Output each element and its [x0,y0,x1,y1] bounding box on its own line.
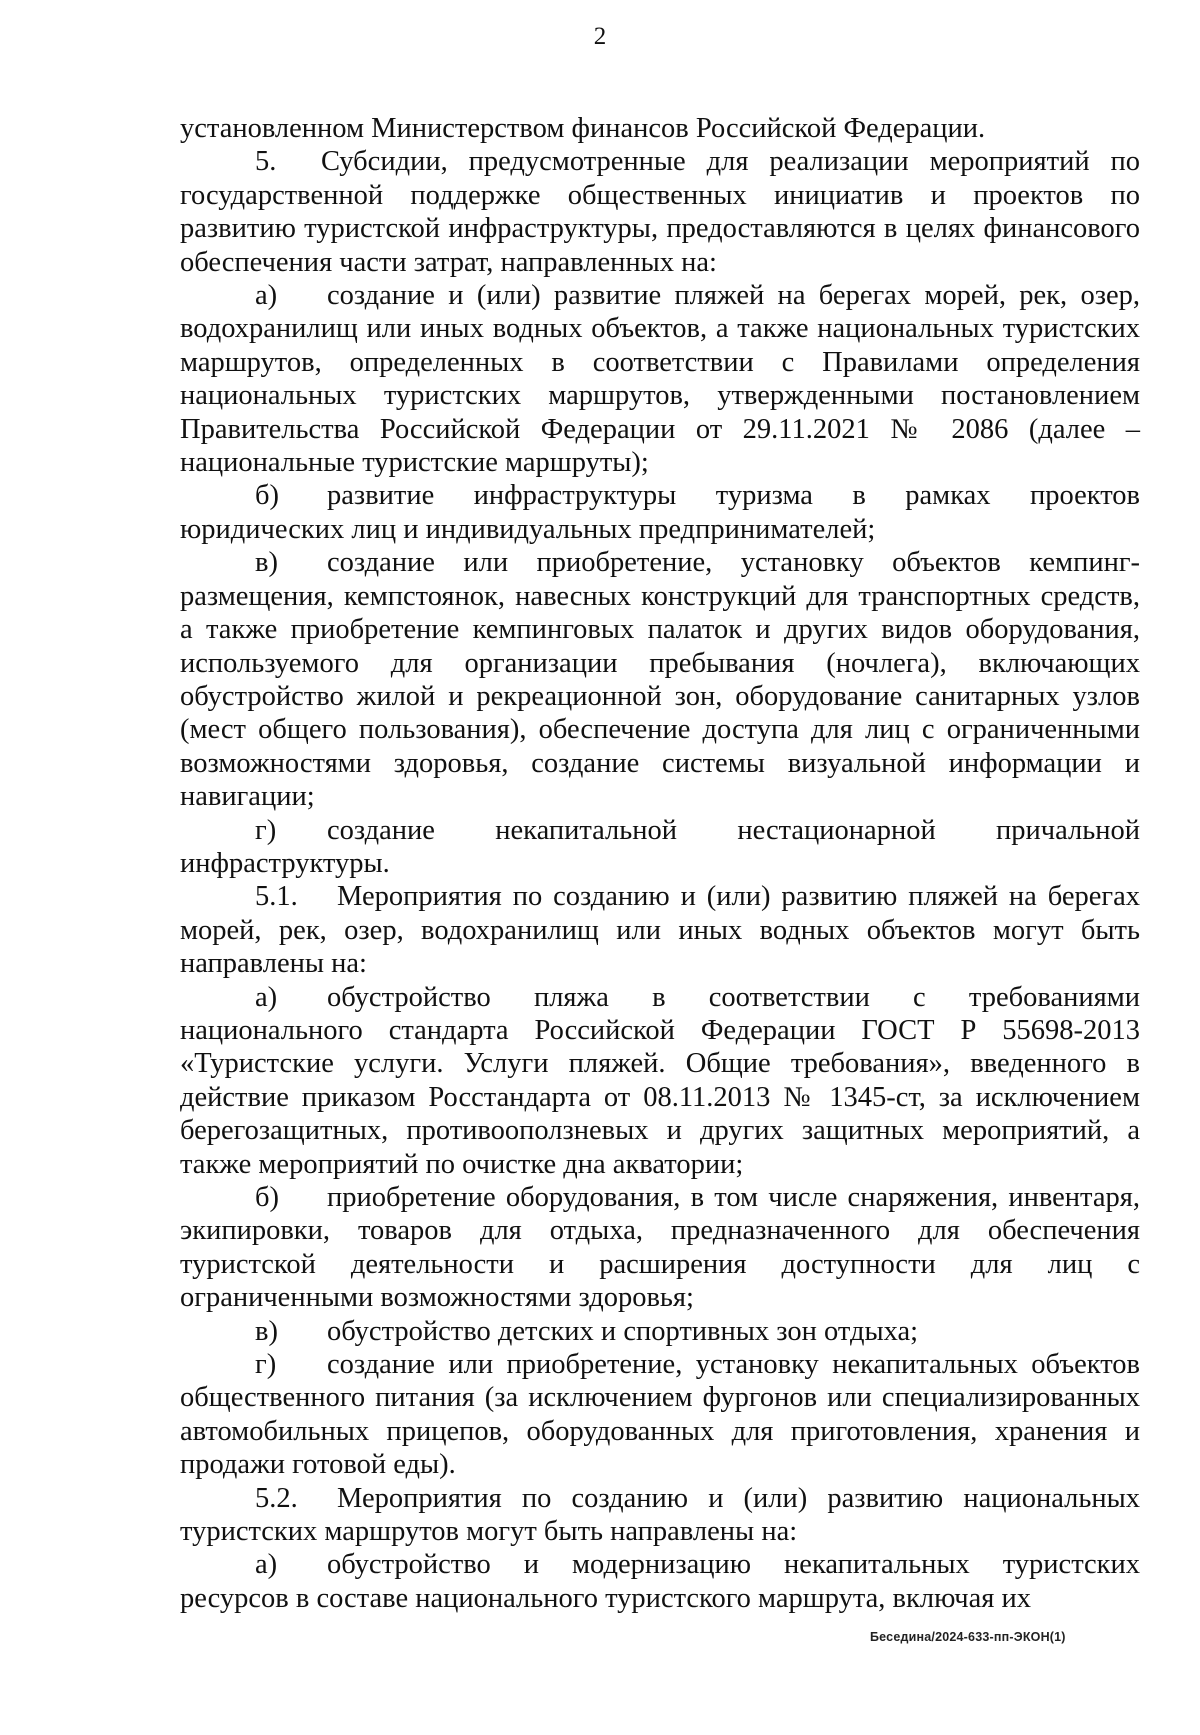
page-number: 2 [593,23,607,50]
paragraph-text: создание и (или) развитие пляжей на берегах морей, рек, озер, водохранилищ или иных водных объектов, а также национальных туристских маршрутов, определенных в соответствии с Правилами определения национальных туристских маршрутов, утвержденными постановлением Правительства Российской Федерации от 29.11.2021 № 2086 (далее – национальные туристские маршруты); [180,280,1140,479]
paragraph-text: приобретение оборудования, в том числе снаряжения, инвентаря, экипировки, товаров для отдыха, предназначенного для обеспечения туристской деятельности и расширения доступности для лиц с ограниченными возможностями здоровья; [180,1182,1140,1314]
paragraph-item-5-1-v [180,1315,1140,1348]
paragraph-text: создание некапитальной нестационарной причальной инфраструктуры. [180,814,1140,879]
item-marker: в) [255,547,278,579]
item-marker: а) [255,1549,278,1581]
paragraph-text: установленном Министерством финансов Российской Федерации. [180,113,986,144]
item-marker: г) [255,1349,277,1381]
paragraph-continuation [180,112,1140,145]
paragraph-text: обустройство и модернизацию некапитальных туристских ресурсов в составе национального туристского маршрута, включая их [180,1549,1140,1614]
paragraph-item-5-v [180,546,1140,813]
paragraph-item-5-b [180,479,1140,546]
paragraph-item-5-2-a [180,1548,1140,1615]
paragraph-item-5-1-g [180,1348,1140,1482]
paragraph-text: создание или приобретение, установку объектов кемпинг-размещения, кемпстоянок, навесных конструкций для транспортных средств, а также приобретение кемпинговых палаток и других видов оборудования, используемого для организации пребывания (ночлега), включающих обустройство жилой и рекреационной зон, оборудование санитарных узлов (мест общего пользования), обеспечение доступа для лиц с ограниченными возможностями здоровья, создание системы визуальной информации и навигации; [180,547,1140,813]
item-marker: 5. [255,146,277,178]
item-marker: 5.1. [255,881,298,913]
paragraph-item-5-1 [180,880,1140,980]
paragraph-item-5-g [180,814,1140,881]
paragraph-text: Мероприятия по созданию и (или) развитию пляжей на берегах морей, рек, озер, водохранилищ или иных водных объектов могут быть направлены на: [180,881,1140,980]
item-marker: г) [255,814,277,846]
item-marker: а) [255,981,278,1013]
paragraph-text: обустройство детских и спортивных зон отдыха; [327,1315,919,1347]
paragraph-item-5-2 [180,1482,1140,1549]
paragraph-text: создание или приобретение, установку некапитальных объектов общественного питания (за исключением фургонов или специализированных автомобильных прицепов, оборудованных для приготовления, хранения и продажи готовой еды). [180,1349,1140,1481]
paragraph-text: Субсидии, предусмотренные для реализации мероприятий по государственной поддержке общественных инициатив и проектов по развитию туристской инфраструктуры, предоставляются в целях финансового обеспечения части затрат, направленных на: [180,146,1140,278]
paragraph-text: обустройство пляжа в соответствии с требованиями национального стандарта Российской Федерации ГОСТ Р 55698-2013 «Туристские услуги. Услуги пляжей. Общие требования», введенного в действие приказом Росстандарта от 08.11.2013 № 1345-ст, за исключением берегозащитных, противооползневых и других защитных мероприятий, а также мероприятий по очистке дна акватории; [180,981,1140,1180]
paragraph-item-5-1-a [180,981,1140,1181]
item-marker: 5.2. [255,1482,298,1514]
paragraph-item-5 [180,145,1140,279]
paragraph-text: развитие инфраструктуры туризма в рамках проектов юридических лиц и индивидуальных предпринимателей; [180,480,1140,545]
paragraph-item-5-a [180,279,1140,479]
item-marker: б) [255,1182,279,1213]
paragraph-text: Мероприятия по созданию и (или) развитию национальных туристских маршрутов могут быть направлены на: [180,1482,1140,1548]
item-marker: а) [255,280,278,312]
item-marker: б) [255,480,279,512]
paragraph-item-5-1-b [180,1181,1140,1315]
item-marker: в) [255,1315,278,1347]
document-reference-code: Беседина/2024-633-пп-ЭКОН(1) [870,1630,1066,1644]
document-body [180,112,1140,1615]
